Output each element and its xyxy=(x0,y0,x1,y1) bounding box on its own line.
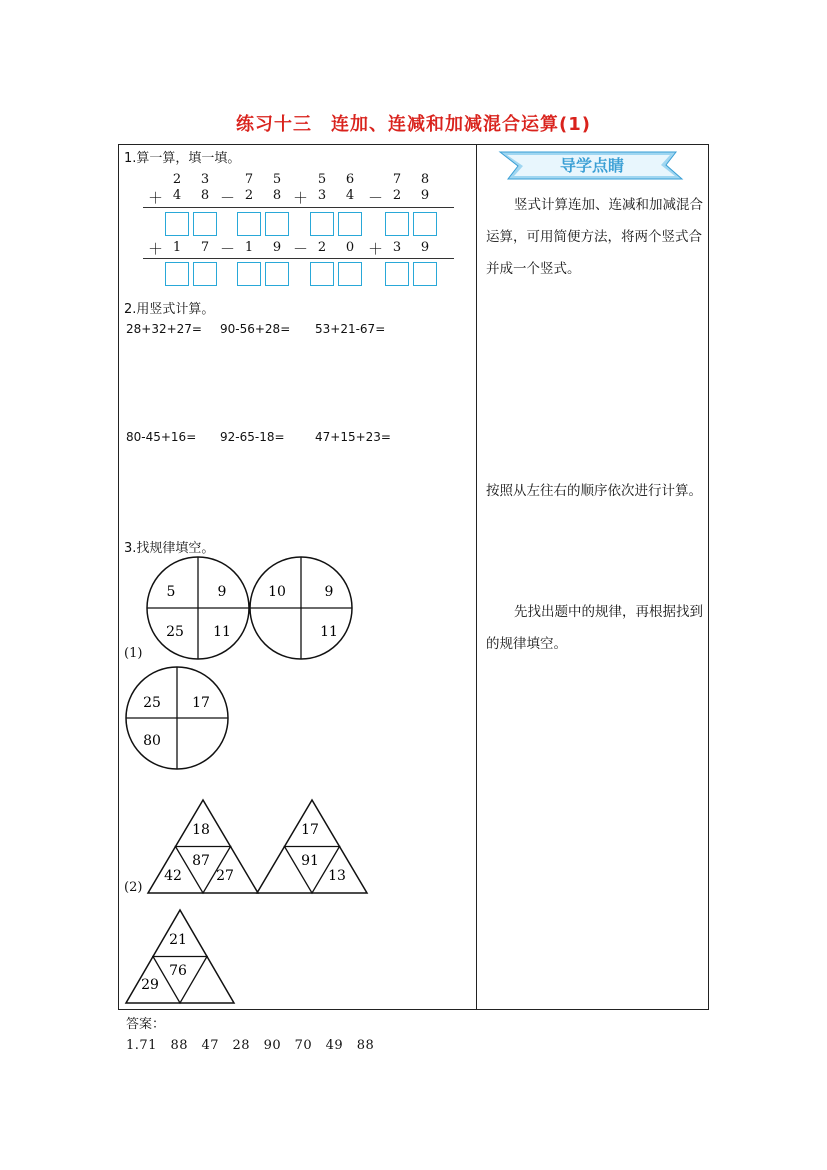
q2-expression: 47+15+23= xyxy=(315,430,391,444)
operand-digit: 8 xyxy=(272,188,282,203)
operator-sign: ＋ xyxy=(368,240,384,258)
operand-digit: 7 xyxy=(392,172,402,187)
number-circle-3 xyxy=(126,667,228,769)
triangle-number: 13 xyxy=(328,868,346,884)
guide-banner-label: 导学点睛 xyxy=(559,156,625,175)
operand-digit: 2 xyxy=(244,188,254,203)
guide-tip-vertical: 竖式计算连加、连减和加减混合运算，可用简便方法，将两个竖式合并成一个竖式。 xyxy=(486,197,703,277)
number-triangle-2 xyxy=(257,800,367,893)
operand-digit: 9 xyxy=(420,188,430,203)
circle-number: 25 xyxy=(143,695,161,711)
circle-number: 11 xyxy=(320,624,338,640)
circle-number: 10 xyxy=(268,584,286,600)
operand-digit: 4 xyxy=(172,188,182,203)
q3-part2-label: (2) xyxy=(124,880,143,895)
operator-sign: ＋ xyxy=(293,189,309,207)
triangle-number: 18 xyxy=(192,822,210,838)
operand-digit: 2 xyxy=(392,188,402,203)
circle-number: 17 xyxy=(192,695,210,711)
triangle-number: 42 xyxy=(164,868,182,884)
number-triangle-3 xyxy=(126,910,234,1003)
operand-digit: 7 xyxy=(200,240,210,255)
number-triangle-1 xyxy=(148,800,258,893)
circle-number: 25 xyxy=(166,624,184,640)
operand-digit: 6 xyxy=(345,172,355,187)
answers-label: 答案： xyxy=(126,1017,166,1032)
operand-digit: 8 xyxy=(200,188,210,203)
q3-heading: 3.找规律填空。 xyxy=(124,541,215,556)
triangle-number: 87 xyxy=(192,853,210,869)
operator-sign: － xyxy=(220,240,236,258)
operator-sign: ＋ xyxy=(148,240,164,258)
circle-number: 11 xyxy=(213,624,231,640)
operand-digit: 5 xyxy=(317,172,327,187)
operator-sign: － xyxy=(368,189,384,207)
q3-part1-label: (1) xyxy=(124,646,143,661)
operator-sign: － xyxy=(220,189,236,207)
circle-number: 9 xyxy=(324,584,334,600)
triangle-number: 17 xyxy=(301,822,319,838)
guide-banner xyxy=(498,149,684,183)
triangle-number: 91 xyxy=(301,853,319,869)
guide-tip-pattern: 先找出题中的规律，再根据找到的规律填空。 xyxy=(486,604,703,652)
operator-sign: － xyxy=(293,240,309,258)
circle-number: 9 xyxy=(217,584,227,600)
triangle-number: 29 xyxy=(141,977,159,993)
operand-digit: 1 xyxy=(244,240,254,255)
q2-expression: 28+32+27= xyxy=(126,322,202,336)
triangle-number: 27 xyxy=(216,868,234,884)
operand-digit: 3 xyxy=(200,172,210,187)
operand-digit: 3 xyxy=(317,188,327,203)
guide-tip-order: 按照从左往右的顺序依次进行计算。 xyxy=(486,483,702,499)
q2-heading: 2.用竖式计算。 xyxy=(124,302,215,317)
q1-heading: 1.算一算，填一填。 xyxy=(124,151,241,166)
operand-digit: 2 xyxy=(172,172,182,187)
operand-digit: 2 xyxy=(317,240,327,255)
number-circle-1 xyxy=(147,557,249,659)
operand-digit: 0 xyxy=(345,240,355,255)
circle-number: 80 xyxy=(143,733,161,749)
answers-line: 1.71 88 47 28 90 70 49 88 xyxy=(126,1038,375,1053)
operand-digit: 9 xyxy=(420,240,430,255)
operand-digit: 1 xyxy=(172,240,182,255)
triangle-number: 76 xyxy=(169,963,187,979)
circle-number: 5 xyxy=(166,584,176,600)
q2-expression: 90-56+28= xyxy=(220,322,291,336)
operand-digit: 3 xyxy=(392,240,402,255)
operand-digit: 8 xyxy=(420,172,430,187)
triangle-number: 21 xyxy=(169,932,187,948)
operand-digit: 5 xyxy=(272,172,282,187)
page-title: 练习十三 连加、连减和加减混合运算(1) xyxy=(236,114,591,135)
operator-sign: ＋ xyxy=(148,189,164,207)
operand-digit: 7 xyxy=(244,172,254,187)
operand-digit: 4 xyxy=(345,188,355,203)
q2-expression: 53+21-67= xyxy=(315,322,386,336)
operand-digit: 9 xyxy=(272,240,282,255)
q2-expression: 80-45+16= xyxy=(126,430,197,444)
q2-expression: 92-65-18= xyxy=(220,430,285,444)
number-circle-2 xyxy=(250,557,352,659)
